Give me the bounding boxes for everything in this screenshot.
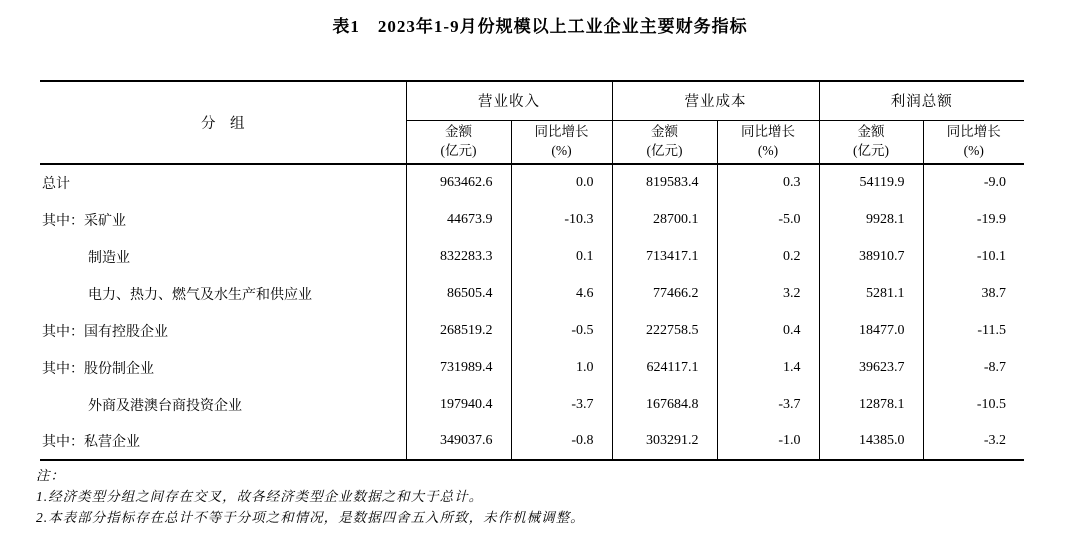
cell-value: -3.7	[511, 386, 612, 423]
cell-value: 1.4	[717, 349, 819, 386]
row-label: 其中：国有控股企业	[42, 324, 168, 340]
cell-value: 38.7	[923, 275, 1024, 312]
column-group-operating-revenue: 营业收入	[406, 81, 612, 120]
table-row-manufacturing	[40, 238, 1024, 275]
cell-value: 963462.6	[406, 164, 511, 201]
cell-value: 0.1	[511, 238, 612, 275]
cell-value: 349037.6	[406, 423, 511, 460]
subheader-line2: (亿元)	[646, 142, 683, 158]
cell-value: -0.5	[511, 312, 612, 349]
cell-value: 44673.9	[406, 201, 511, 238]
column-group-total-profit: 利润总额	[819, 81, 1024, 120]
row-label: 其中：采矿业	[42, 213, 126, 229]
row-label: 其中：私营企业	[42, 435, 140, 450]
cell-value: 222758.5	[612, 312, 717, 349]
subheader-cost-amount	[612, 120, 717, 164]
table-row-state-owned	[40, 312, 1024, 349]
column-group-operating-cost: 营业成本	[612, 81, 819, 120]
cell-value: 86505.4	[406, 275, 511, 312]
header-row-groups	[40, 81, 1024, 120]
row-label: 制造业	[88, 250, 130, 266]
cell-value: 9928.1	[819, 201, 923, 238]
cell-value: 0.0	[511, 164, 612, 201]
cell-value: -10.1	[923, 238, 1024, 275]
table-header	[40, 81, 1024, 164]
subheader-line2: (亿元)	[853, 142, 889, 158]
cell-value: -10.5	[923, 386, 1024, 423]
cell-value: 28700.1	[612, 201, 717, 238]
cell-value: 5281.1	[819, 275, 923, 312]
cell-value: 0.3	[717, 164, 819, 201]
cell-value: -9.0	[923, 164, 1024, 201]
subheader-profit-growth	[923, 120, 1024, 164]
subheader-line2: (%)	[551, 142, 572, 158]
cell-value: 12878.1	[819, 386, 923, 423]
cell-value: 0.2	[717, 238, 819, 275]
cell-value: 268519.2	[406, 312, 511, 349]
cell-value: -3.7	[717, 386, 819, 423]
cell-value: 54119.9	[819, 164, 923, 201]
cell-value: 167684.8	[612, 386, 717, 423]
subheader-revenue-growth	[511, 120, 612, 164]
cell-value: -8.7	[923, 349, 1024, 386]
financial-indicators-table	[40, 80, 1024, 461]
cell-value: 38910.7	[819, 238, 923, 275]
cell-value: -19.9	[923, 201, 1024, 238]
subheader-line1: 金额	[857, 123, 885, 139]
table-row-utilities	[40, 275, 1024, 312]
subheader-line1: 金额	[651, 123, 678, 139]
cell-value: 303291.2	[612, 423, 717, 460]
subheader-revenue-amount	[406, 120, 511, 164]
page-title: 表1 2023年1-9月份规模以上工业企业主要财务指标	[332, 17, 748, 36]
cell-value: -3.2	[923, 423, 1024, 460]
cell-value: 4.6	[511, 275, 612, 312]
subheader-line2: (亿元)	[440, 142, 477, 158]
row-label: 电力、热力、燃气及水生产和供应业	[88, 287, 312, 303]
subheader-line1: 金额	[445, 123, 472, 139]
row-label: 总计	[42, 177, 70, 192]
footnote-2: 2.本表部分指标存在总计不等于分项之和情况，是数据四舍五入所致，未作机械调整。	[36, 510, 585, 525]
subheader-profit-amount	[819, 120, 923, 164]
subheader-line1: 同比增长	[534, 123, 589, 139]
cell-value: 39623.7	[819, 349, 923, 386]
table-row-total	[40, 164, 1024, 201]
table-row-mining	[40, 201, 1024, 238]
footnotes	[36, 465, 585, 528]
subheader-line1: 同比增长	[946, 123, 1001, 139]
footnote-1: 1.经济类型分组之间存在交叉，故各经济类型企业数据之和大于总计。	[36, 489, 484, 504]
table-row-joint-stock	[40, 349, 1024, 386]
row-label: 外商及港澳台商投资企业	[88, 398, 242, 414]
cell-value: 731989.4	[406, 349, 511, 386]
cell-value: 832283.3	[406, 238, 511, 275]
cell-value: 3.2	[717, 275, 819, 312]
cell-value: -11.5	[923, 312, 1024, 349]
cell-value: -5.0	[717, 201, 819, 238]
cell-value: 819583.4	[612, 164, 717, 201]
cell-value: 0.4	[717, 312, 819, 349]
subheader-line2: (%)	[757, 142, 779, 158]
subheader-line2: (%)	[963, 142, 984, 158]
cell-value: 713417.1	[612, 238, 717, 275]
cell-value: 14385.0	[819, 423, 923, 460]
cell-value: 624117.1	[612, 349, 717, 386]
cell-value: -0.8	[511, 423, 612, 460]
cell-value: -10.3	[511, 201, 612, 238]
row-label: 其中：股份制企业	[42, 361, 154, 377]
cell-value: -1.0	[717, 423, 819, 460]
footnotes-label: 注：	[36, 468, 65, 483]
cell-value: 18477.0	[819, 312, 923, 349]
column-header-group: 分 组	[40, 81, 406, 164]
table-row-foreign-invested	[40, 386, 1024, 423]
subheader-cost-growth	[717, 120, 819, 164]
cell-value: 197940.4	[406, 386, 511, 423]
cell-value: 1.0	[511, 349, 612, 386]
subheader-line1: 同比增长	[741, 123, 795, 139]
table-body	[40, 164, 1024, 460]
table-row-private	[40, 423, 1024, 460]
cell-value: 77466.2	[612, 275, 717, 312]
